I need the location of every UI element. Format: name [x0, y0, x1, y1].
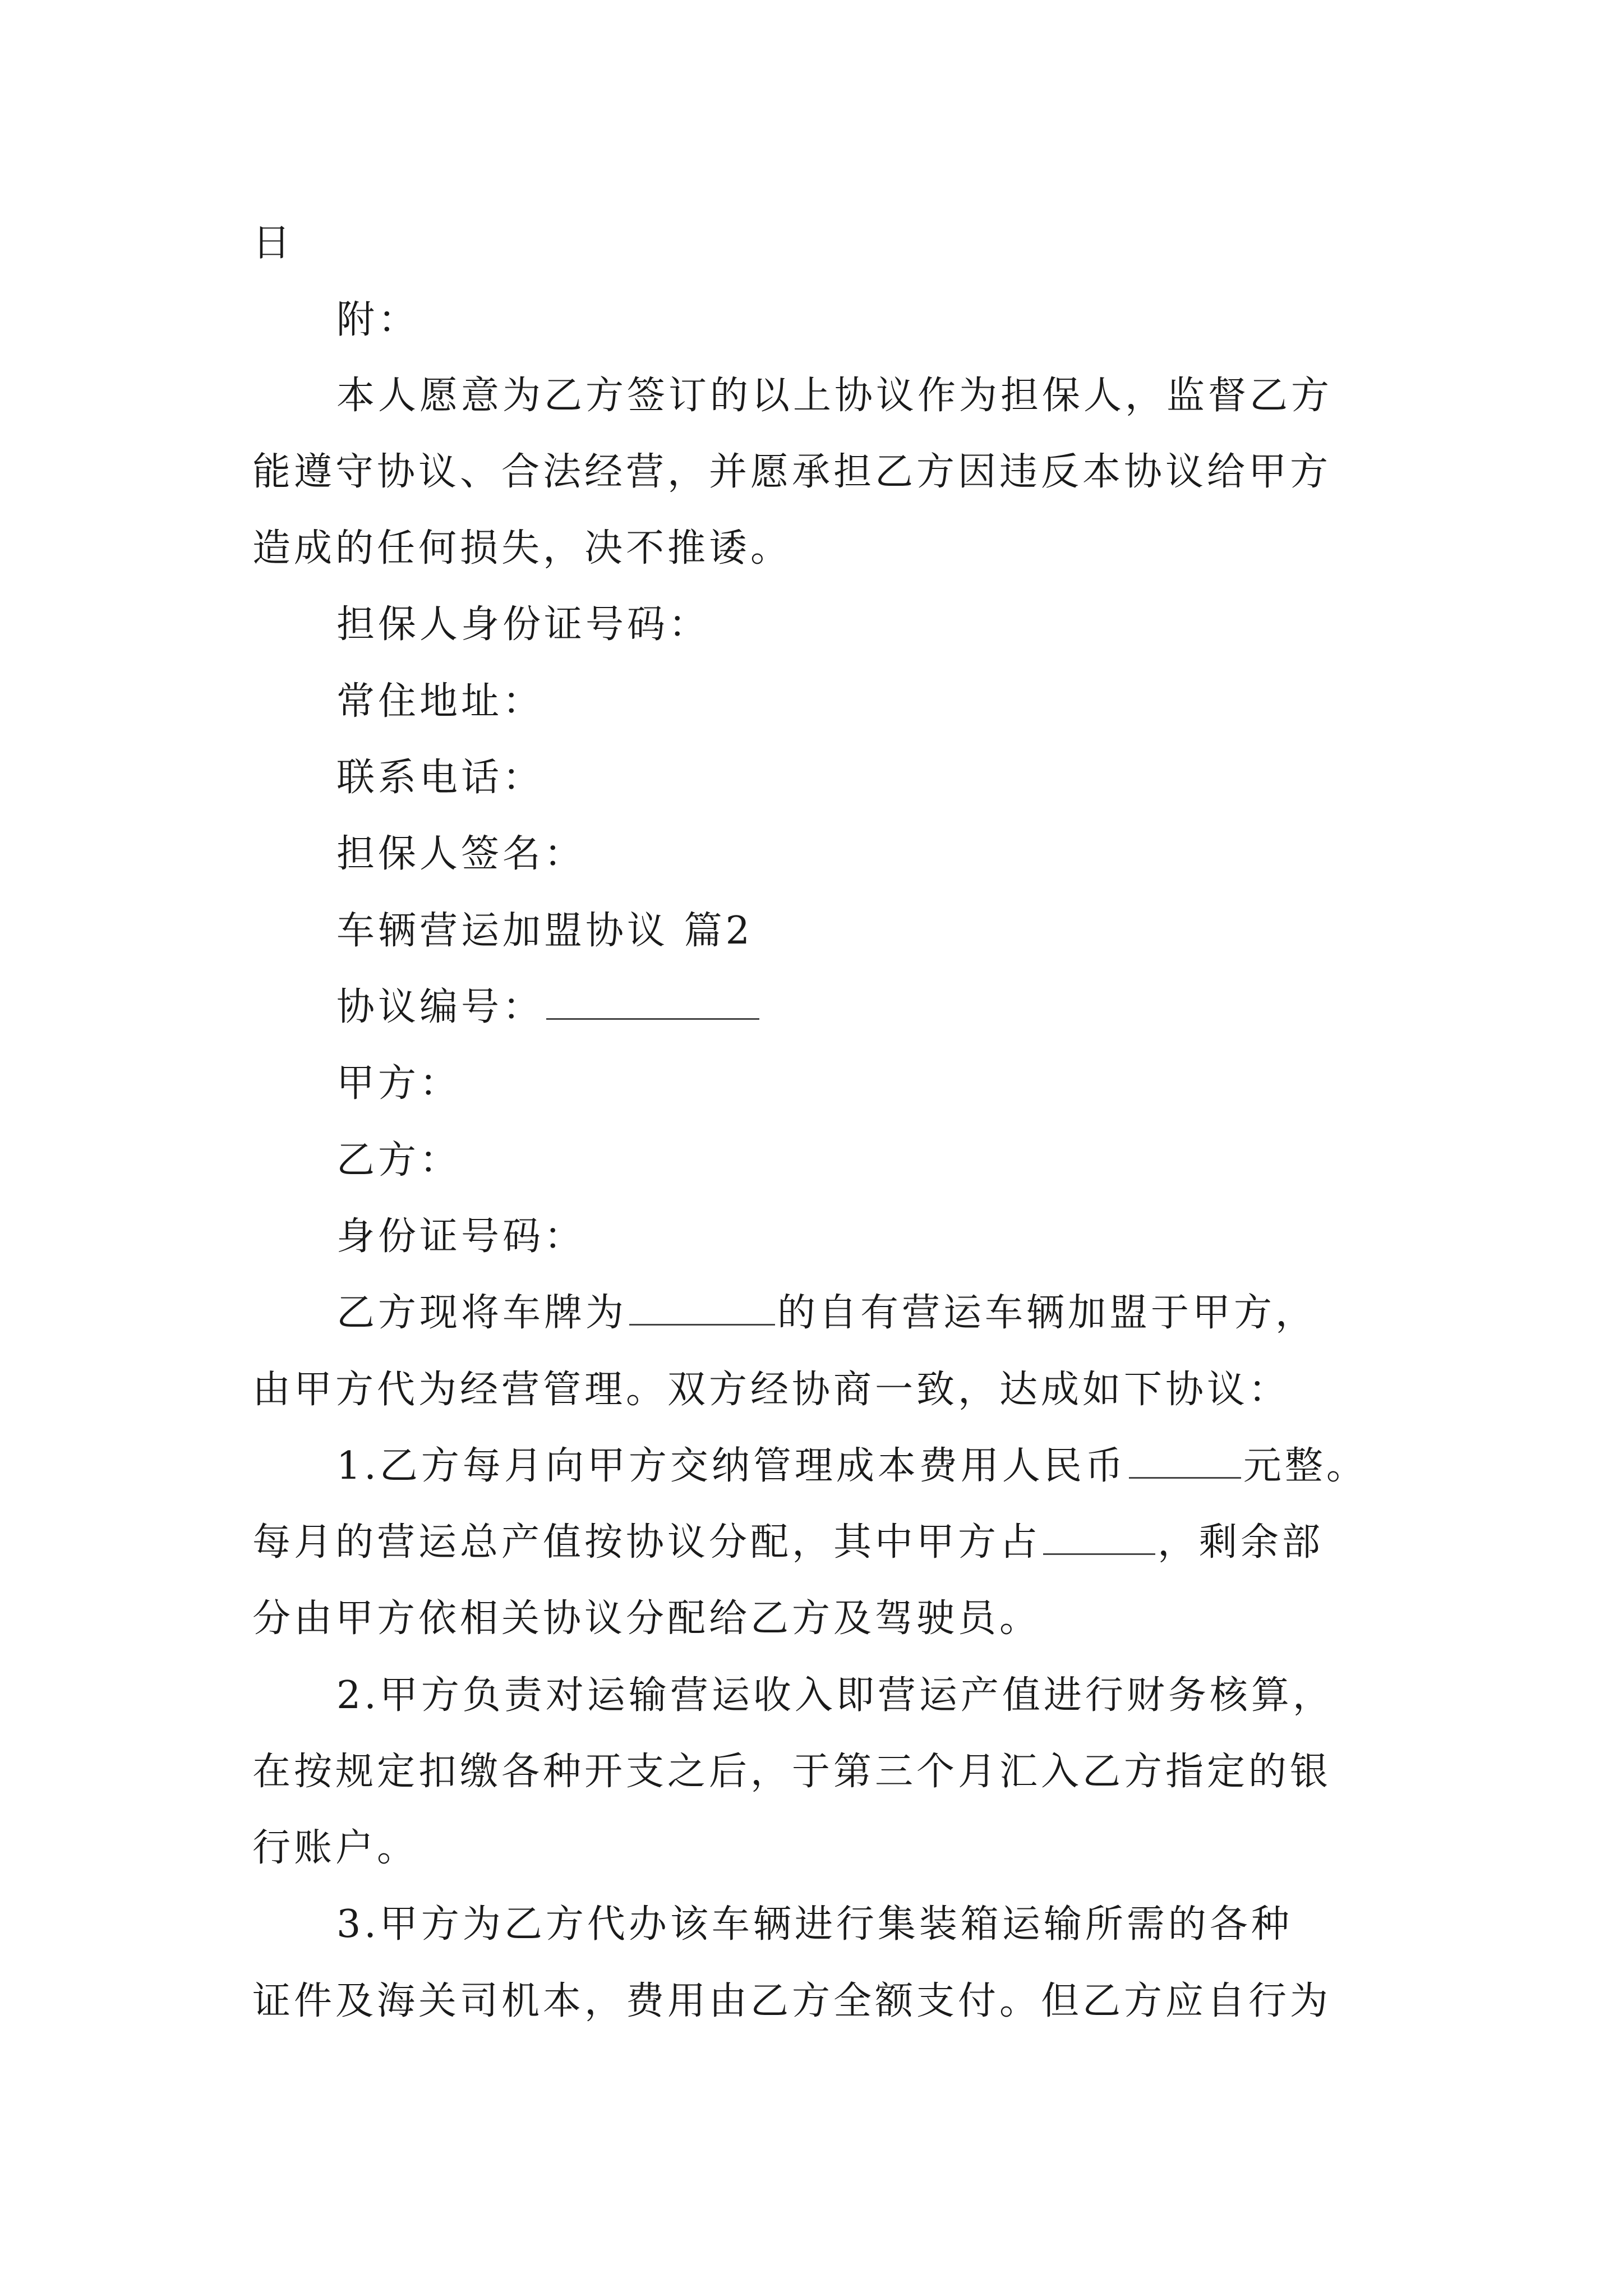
text-line [336, 1291, 1317, 1335]
fill-in-blank [546, 989, 759, 1020]
text-line: 身份证号码： [336, 1214, 586, 1259]
fill-in-blank [1043, 1524, 1155, 1555]
text-line: 分由甲方依相关协议分配给乙方及驾驶员。 [252, 1596, 1041, 1641]
text-line: 3.甲方为乙方代办该车辆进行集装箱运输所需的各种 [336, 1902, 1293, 1947]
text-line: 担保人身份证号码： [336, 602, 711, 647]
text-line: 甲方： [336, 1061, 462, 1106]
text-line: 常住地址： [336, 679, 545, 724]
text-segment: 元整。 [1243, 1444, 1368, 1488]
text-line: 担保人签名： [336, 832, 586, 876]
text-line: 造成的任何损失，决不推诿。 [252, 526, 792, 570]
text-segment: ，剩余部 [1158, 1520, 1324, 1565]
text-segment: 的自有营运车辆加盟于甲方， [777, 1291, 1317, 1335]
text-line: 日 [252, 221, 294, 265]
fill-in-blank [1129, 1448, 1241, 1479]
text-segment: 每月的营运总产值按协议分配，其中甲方占 [252, 1520, 1041, 1565]
text-line: 证件及海关司机本，费用由乙方全额支付。但乙方应自行为 [252, 1979, 1332, 2023]
text-line: 本人愿意为乙方签订的以上协议作为担保人，监督乙方 [336, 374, 1333, 418]
section-heading: 车辆营运加盟协议 篇2 [336, 909, 753, 953]
text-line: 附： [336, 298, 420, 342]
text-line: 在按规定扣缴各种开支之后，于第三个月汇入乙方指定的银 [252, 1750, 1332, 1794]
text-line: 联系电话： [336, 756, 545, 800]
text-line [336, 985, 762, 1029]
text-line: 2.甲方负责对运输营运收入即营运产值进行财务核算， [336, 1673, 1334, 1718]
fill-in-blank [629, 1295, 775, 1326]
text-line: 能遵守协议、合法经营，并愿承担乙方因违反本协议给甲方 [252, 450, 1332, 494]
text-line: 行账户。 [252, 1826, 419, 1870]
text-line [252, 1520, 1324, 1565]
text-line: 乙方： [336, 1138, 462, 1182]
text-line [336, 1444, 1368, 1488]
agreement-number-label: 协议编号： [336, 985, 545, 1029]
text-segment: 乙方现将车牌为 [336, 1291, 628, 1335]
text-line: 由甲方代为经营管理。双方经协商一致，达成如下协议： [252, 1368, 1290, 1412]
text-segment: 1.乙方每月向甲方交纳管理成本费用人民币 [336, 1444, 1127, 1488]
